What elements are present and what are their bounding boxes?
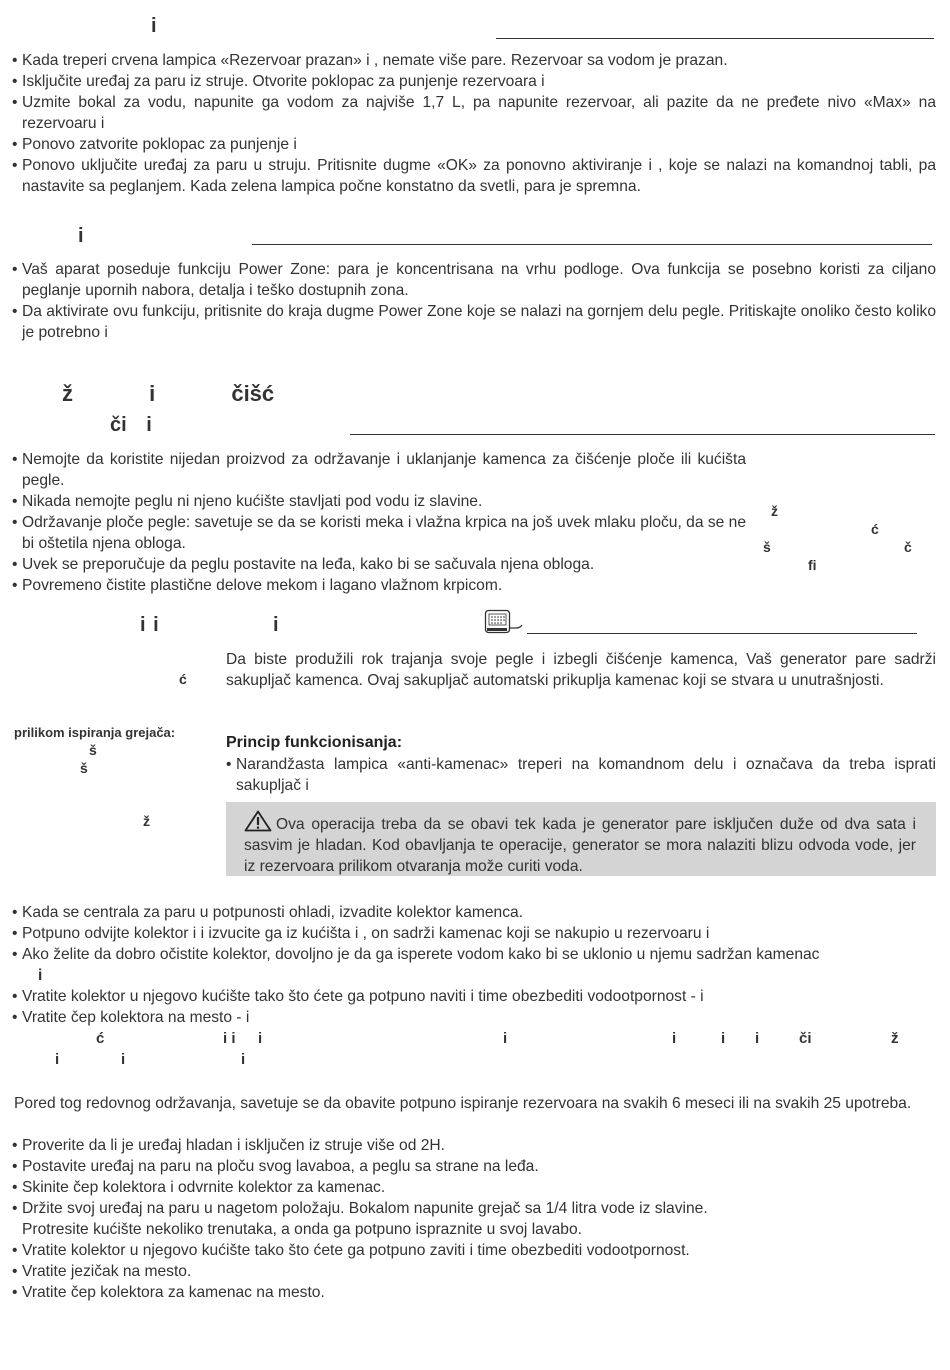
list-item: • Postavite uređaj na paru na ploču svog lavaboa, a peglu sa strane na leđa.	[12, 1156, 936, 1177]
section4-principle-list	[226, 754, 936, 796]
section5-fragment: i	[672, 1030, 677, 1047]
section5-fragment: či	[799, 1030, 812, 1047]
list-item: • Skinite čep kolektora i odvrnite kolektor za kamenac.	[12, 1177, 936, 1198]
section5-fragment: i	[241, 1051, 246, 1068]
section4-side-fragment: š	[89, 742, 97, 758]
section5-fragment: i i	[223, 1030, 236, 1047]
list-item: • Vaš aparat poseduje funkciju Power Zone: para je koncentrisana na vrhu podloge. Ova funkcija se posebno koristi za ciljano peglanje upornih nabora, detalja i teško dostupnih zona.	[12, 259, 936, 301]
section4-heading-fragment: i i	[140, 614, 159, 636]
list-item-continuation: i	[38, 967, 43, 984]
section2-list	[12, 259, 936, 343]
section1-heading-fragment: i	[151, 15, 157, 37]
list-item: • Nemojte da koristite nijedan proizvod za održavanje i uklanjanje kamenca za čišćenje ploče ili kućišta pegle.	[12, 449, 746, 491]
list-item: • Održavanje ploče pegle: savetuje se da se koristi meka i vlažna krpica na još uvek mlaku ploču, da se ne bi oštetila njena obloga.	[12, 512, 746, 554]
list-item: • Uzmite bokal za vodu, napunite ga vodom za najviše 1,7 L, pa napunite rezervoar, ali pazite da ne pređete nivo «Max» na rezervoaru i	[12, 92, 936, 134]
list-item: • Vratite kolektor u njegovo kućište tako što ćete ga potpuno zaviti i time obezbediti vodootpornost.	[12, 1240, 936, 1261]
warning-box	[226, 802, 936, 876]
list-item: • Nikada nemojte peglu ni njeno kućište stavljati pod vodu iz slavine.	[12, 491, 746, 512]
section6-intro: Pored tog redovnog održavanja, savetuje se da obavite potpuno ispiranje rezervoara na svakih 6 meseci ili na svakih 25 upotreba.	[14, 1095, 912, 1112]
list-item: • Ponovo uključite uređaj za paru u struju. Pritisnite dugme «OK» za ponovno aktiviranje i , koje se nalazi na komandnoj tabli, pa nastavite sa peglanjem. Kada zelena lampica počne konstatno da svetli, para je spremna.	[12, 155, 936, 197]
section4-side-label: prilikom ispiranja grejača:	[14, 725, 176, 740]
list-item: • Potpuno odvijte kolektor i i izvucite ga iz kućišta i , on sadrži kamenac koji se nakupio u rezervoaru i	[12, 923, 936, 944]
warning-triangle-icon	[244, 810, 272, 830]
list-item-continuation: Protresite kućište nekoliko trenutaka, a onda ga potpuno ispraznite u svoj lavabo.	[22, 1221, 582, 1238]
list-item: • Narandžasta lampica «anti-kamenac» treperi na komandnom delu i označava da treba isprati sakupljač i	[226, 754, 936, 796]
section3-heading-rule	[350, 434, 935, 435]
list-item: • Kada se centrala za paru u potpunosti ohladi, izvadite kolektor kamenca.	[12, 902, 936, 923]
section2-heading-fragment: i	[78, 225, 84, 247]
list-item: • Vratite čep kolektora na mesto - i	[12, 1007, 936, 1028]
section5-fragment: i	[721, 1030, 726, 1047]
section3-list	[12, 449, 746, 596]
section5-fragment: i	[755, 1030, 760, 1047]
section3-heading-fragment: ž i čišć	[62, 381, 275, 406]
list-item: • Vratite čep kolektora za kamenac na mesto.	[12, 1282, 936, 1303]
list-item: • Povremeno čistite plastične delove mekom i lagano vlažnom krpicom.	[12, 575, 746, 596]
section4-heading-fragment: i	[273, 614, 279, 636]
section4-side-fragment: ž	[143, 813, 150, 829]
section3-side-fragment: ć	[871, 521, 879, 537]
section3-side-fragment: fi	[808, 557, 817, 573]
list-item: • Držite svoj uređaj na paru u nagetom položaju. Bokalom napunite grejač sa 1/4 litra vode iz slavine.	[12, 1198, 936, 1219]
list-item: • Vratite kolektor u njegovo kućište tako što ćete ga potpuno naviti i time obezbediti vodootpornost - i	[12, 986, 936, 1007]
section4-principle-title: Princip funkcionisanja:	[226, 734, 403, 751]
section5-fragment: i	[258, 1030, 263, 1047]
list-item: • Uvek se preporučuje da peglu postavite na leđa, kako bi se sačuvala njena obloga.	[12, 554, 746, 575]
section1-list	[12, 50, 936, 197]
section3-subheading-fragment: či i	[110, 414, 152, 436]
list-item: • Isključite uređaj za paru iz struje. Otvorite poklopac za punjenje rezervoara i	[12, 71, 936, 92]
section6-list	[12, 1135, 936, 1303]
section5-fragment: ć	[96, 1030, 105, 1047]
descale-collector-icon	[484, 609, 524, 635]
section5-list	[12, 902, 936, 1028]
section4-intro: Da biste produžili rok trajanja svoje pegle i izbegli čišćenje kamenca, Vaš generator pare sadrži sakupljač kamenca. Ovaj sakupljač automatski prikuplja kamenac koji se stvara u unutrašnjosti.	[226, 651, 936, 689]
section4-side-fragment: ć	[179, 671, 187, 687]
section2-heading-rule	[252, 244, 932, 245]
list-item: • Ponovo zatvorite poklopac za punjenje i	[12, 134, 936, 155]
list-item: • Ako želite da dobro očistite kolektor, dovoljno je da ga isperete vodom kako bi se uklonio u njemu sadržan kamenac	[12, 944, 936, 965]
warning-text: Ova operacija treba da se obavi tek kada je generator pare isključen duže od dva sata i sasvim je hladan. Kod obavljanja te operacije, generator se mora nalaziti blizu odvoda vode, jer iz rezervoara prilikom otvaranja može curiti voda.	[244, 816, 916, 875]
list-item: • Vratite jezičak na mesto.	[12, 1261, 936, 1282]
section3-side-fragment: ž	[771, 503, 778, 519]
section3-side-fragment: š	[763, 539, 771, 555]
list-item: • Proverite da li je uređaj hladan i isključen iz struje više od 2H.	[12, 1135, 936, 1156]
list-item: • Da aktivirate ovu funkciju, pritisnite do kraja dugme Power Zone koje se nalazi na gornjem delu pegle. Pritiskajte onoliko često koliko je potrebno i	[12, 301, 936, 343]
section4-heading-rule	[527, 633, 917, 634]
section5-fragment: i	[503, 1030, 508, 1047]
list-item: • Kada treperi crvena lampica «Rezervoar prazan» i , nemate više pare. Rezervoar sa vodom je prazan.	[12, 50, 936, 71]
section4-side-fragment: š	[80, 760, 88, 776]
section3-side-fragment: č	[904, 539, 912, 555]
section1-heading-rule	[496, 38, 934, 39]
section5-fragment: i	[121, 1051, 126, 1068]
section5-fragment: ž	[891, 1030, 899, 1047]
section5-fragment: i	[55, 1051, 60, 1068]
